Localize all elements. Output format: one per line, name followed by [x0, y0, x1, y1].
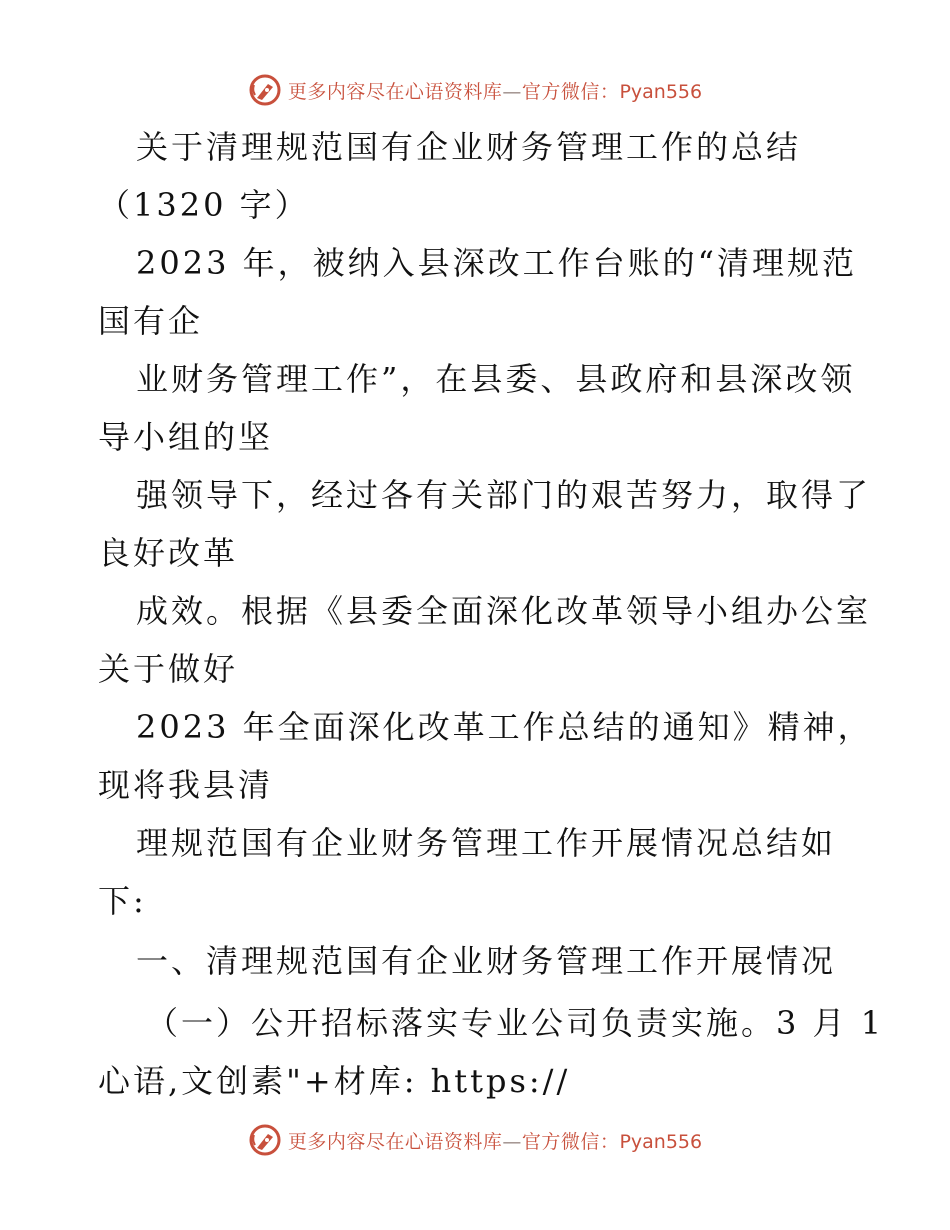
watermark-site: 更多内容尽在心语资料库: [287, 80, 503, 103]
doc-line: 强领导下，经过各有关部门的艰苦努力，取得了: [136, 476, 872, 514]
doc-line: 良好改革: [98, 534, 239, 572]
doc-line: 2023 年全面深化改革工作总结的通知》精神，: [136, 708, 873, 746]
watermark-dash: —: [502, 80, 522, 103]
watermark-text: [288, 1127, 702, 1154]
doc-line: 心语,文创素"+材库: https://: [98, 1062, 571, 1100]
doc-line: 业财务管理工作”，在县委、县政府和县深改领: [136, 360, 856, 398]
watermark-id: Pyan556: [619, 80, 703, 103]
doc-line: 下:: [98, 882, 147, 920]
pen-nib-logo-icon: [248, 1123, 282, 1157]
watermark-dash: —: [502, 1130, 522, 1153]
watermark-official: 官方微信：: [521, 80, 620, 103]
doc-line: 理规范国有企业财务管理工作开展情况总结如: [136, 824, 837, 862]
doc-word-count: （1320 字）: [98, 186, 310, 224]
doc-line: 导小组的坚: [98, 418, 274, 456]
doc-line: 关于做好: [98, 650, 239, 688]
watermark-id: Pyan556: [619, 1130, 703, 1153]
doc-section-heading: 一、清理规范国有企业财务管理工作开展情况: [136, 942, 837, 980]
doc-line: 国有企: [98, 302, 204, 340]
doc-line: 成效。根据《县委全面深化改革领导小组办公室: [136, 592, 872, 630]
doc-subsection: （一）公开招标落实专业公司负责实施。3 月 1: [146, 1004, 885, 1042]
doc-title: 关于清理规范国有企业财务管理工作的总结: [136, 128, 802, 166]
watermark-site: 更多内容尽在心语资料库: [287, 1130, 503, 1153]
watermark-official: 官方微信：: [521, 1130, 620, 1153]
doc-line: 2023 年，被纳入县深改工作台账的“清理规范: [136, 244, 857, 282]
footer-watermark: [0, 1120, 950, 1160]
doc-line: 现将我县清: [98, 766, 274, 804]
